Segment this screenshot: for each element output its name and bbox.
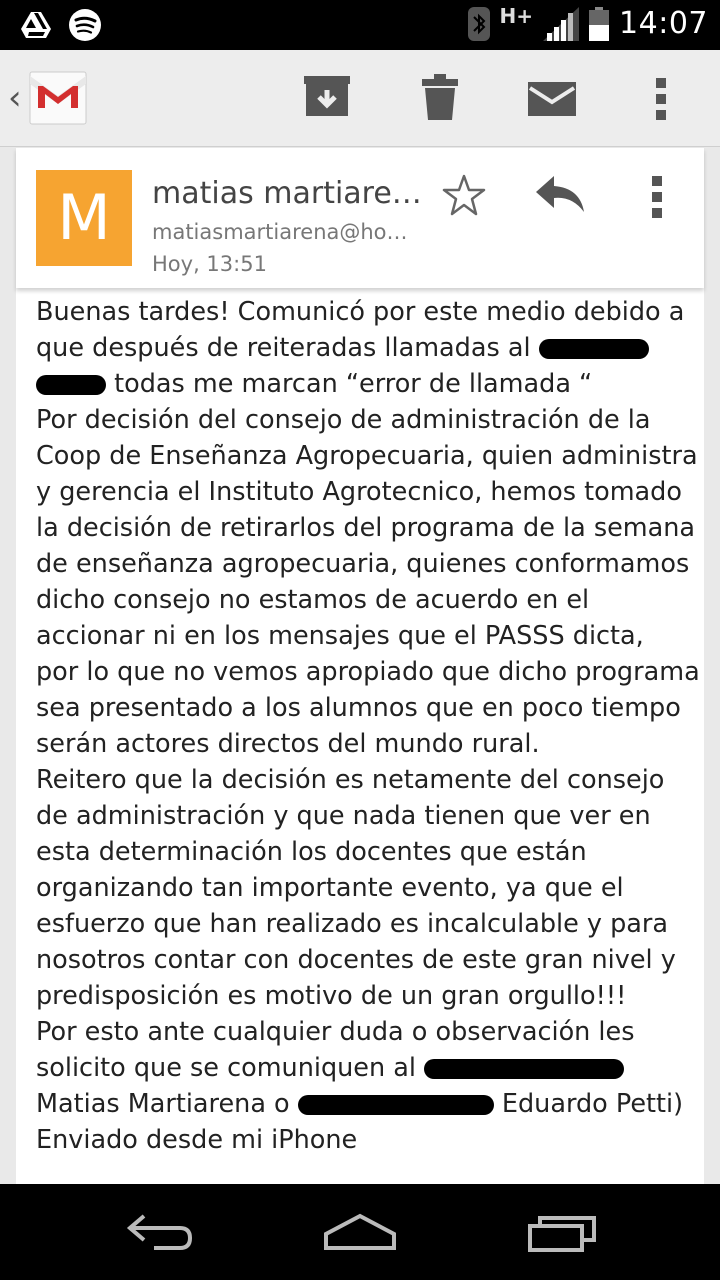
sender-name[interactable]: matias martiare… [152,176,422,211]
mark-unread-icon[interactable] [526,80,578,118]
body-line: esta determinación los docentes que están [36,837,587,867]
delete-icon[interactable] [420,74,460,122]
body-line: Reitero que la decisión es netamente del consejo [36,765,665,795]
body-line: Por decisión del consejo de administración de la [36,405,651,435]
drive-icon [20,10,52,40]
notification-icons [20,8,102,42]
reply-icon[interactable] [534,174,586,216]
body-line: dicho consejo no estamos de acuerdo en el [36,585,590,615]
body-line: Buenas tardes! Comunicó por este medio debido a [36,297,685,327]
body-text: que después de reiteradas llamadas al [36,333,539,363]
sent-time: Hoy, 13:51 [152,252,267,276]
recents-icon[interactable] [526,1212,598,1252]
sender-email[interactable]: matiasmartiarena@ho… [152,220,408,244]
body-line: por lo que no vemos apropiado que dicho programa [36,657,700,687]
battery-icon [589,7,609,41]
redaction-mark [36,375,106,395]
message-body [36,294,700,1158]
body-line: sea presentado a los alumnos que en poco tiempo [36,693,681,723]
body-line: predisposición es motivo de un gran orgullo!!! [36,981,627,1011]
spotify-icon [68,8,102,42]
home-icon[interactable] [322,1212,398,1252]
redaction-mark [424,1059,624,1079]
status-bar [0,0,720,50]
back-chevron-icon[interactable]: ‹ [8,78,22,118]
network-type-label: H+ [499,3,534,28]
signal-icon [543,7,579,41]
redaction-mark [298,1095,494,1115]
body-line: organizando tan importante evento, ya que el [36,873,624,903]
message-card [16,148,704,1184]
body-line [36,366,696,402]
body-line [36,1050,696,1086]
body-line: Coop de Enseñanza Agropecuaria, quien administra [36,441,698,471]
body-text: Eduardo Petti) [493,1089,684,1119]
action-bar [0,50,720,147]
body-line: Por esto ante cualquier duda o observación les [36,1017,635,1047]
clock: 14:07 [619,6,708,41]
body-text: Matias Martiarena o [36,1089,298,1119]
back-icon[interactable] [124,1212,194,1252]
body-line: nosotros contar con docentes de este gran nivel y [36,945,676,975]
bluetooth-icon [468,7,490,41]
body-line: accionar ni en los mensajes que el PASSS dicta, [36,621,644,651]
body-line: de enseñanza agropecuaria, quienes conformamos [36,549,690,579]
overflow-menu-icon[interactable] [656,76,668,122]
body-line: de administración y que nada tienen que ver en [36,801,651,831]
body-line: y gerencia el Instituto Agrotecnico, hemos tomado [36,477,682,507]
navigation-bar [0,1184,720,1280]
body-line: serán actores directos del mundo rural. [36,729,540,759]
redaction-mark [539,339,649,359]
body-line: la decisión de retirarlos del programa de la semana [36,513,696,543]
message-overflow-icon[interactable] [652,174,664,220]
body-text: solicito que se comuniquen al [36,1053,425,1083]
body-line: esfuerzo que han realizado es incalculable y para [36,909,669,939]
star-icon[interactable] [442,174,486,216]
message-header [16,148,704,288]
gmail-logo-icon[interactable] [28,66,88,126]
body-line [36,330,696,366]
body-text: todas me marcan “error de llamada “ [106,369,593,399]
body-line [36,1086,696,1122]
body-line: Enviado desde mi iPhone [36,1125,358,1155]
archive-icon[interactable] [302,74,352,118]
avatar[interactable]: M [36,170,132,266]
